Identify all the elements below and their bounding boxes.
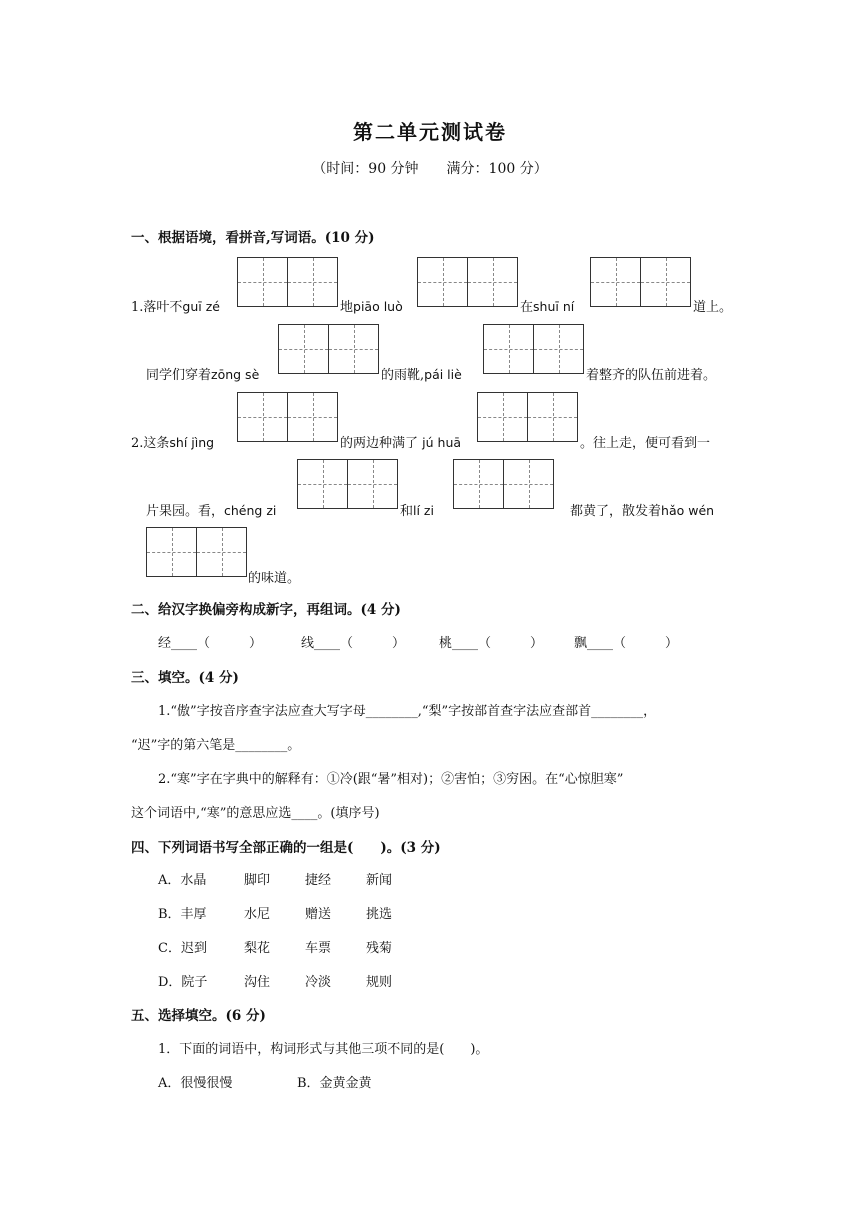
s2-item-3[interactable]: 桃____（ ） bbox=[439, 636, 544, 651]
pinyin-gui-ze: guī zé bbox=[182, 299, 220, 314]
s4-option-c-word-2: 梨花 bbox=[244, 941, 271, 956]
pinyin-cheng-zi: chéng zi bbox=[224, 503, 277, 518]
s3-q1-line2: “迟”字的第六笔是________。 bbox=[131, 738, 301, 753]
s1-line1-mid: 地piāo luò bbox=[340, 299, 403, 315]
s4-option-a-word-2: 脚印 bbox=[244, 873, 271, 888]
section-1-heading: 一、根据语境，看拼音,写词语。(10 分) bbox=[131, 230, 375, 246]
pinyin-hao-wen: hǎo wén bbox=[661, 503, 715, 518]
s2-item-1[interactable]: 经____（ ） bbox=[158, 636, 263, 651]
s1-line2-mid: 的雨靴,pái liè bbox=[381, 367, 462, 383]
pinyin-li-zi: lí zi bbox=[413, 503, 434, 518]
answer-box-3[interactable] bbox=[590, 257, 691, 307]
s4-option-d-word-1: D．院子 bbox=[158, 975, 208, 990]
s1-line2-prefix: 同学们穿着zōng sè bbox=[146, 367, 260, 383]
s4-option-a-word-3: 捷经 bbox=[305, 873, 332, 888]
s3-q1-line1: 1.“傲”字按音序查字法应查大写字母________,“梨”字按部首查字法应查部首________， bbox=[158, 704, 657, 719]
s4-option-a-word-1: A．水晶 bbox=[158, 873, 207, 888]
page-title: 第二单元测试卷 bbox=[353, 120, 507, 144]
s5-q1: 1．下面的词语中，构词形式与其他三项不同的是( )。 bbox=[158, 1042, 489, 1057]
s1-line1-end: 道上。 bbox=[693, 300, 733, 315]
s1-line3-end: 。往上走，便可看到一 bbox=[580, 436, 711, 451]
s4-option-a-word-4: 新闻 bbox=[366, 873, 393, 888]
answer-box-2[interactable] bbox=[417, 257, 518, 307]
page-subtitle: （时间：90 分钟 满分：100 分） bbox=[312, 161, 548, 177]
pinyin-pai-lie: pái liè bbox=[424, 367, 462, 382]
s4-option-c-word-4: 残菊 bbox=[366, 941, 393, 956]
answer-box-8[interactable] bbox=[297, 459, 398, 509]
s2-item-2[interactable]: 线____（ ） bbox=[301, 636, 406, 651]
section-5-heading: 五、选择填空。(6 分) bbox=[131, 1008, 266, 1024]
section-3-heading: 三、填空。(4 分) bbox=[131, 670, 239, 686]
s2-item-4[interactable]: 飘____（ ） bbox=[574, 636, 679, 651]
s1-line5-end: 的味道。 bbox=[248, 571, 301, 586]
answer-box-7[interactable] bbox=[477, 392, 578, 442]
answer-box-5[interactable] bbox=[483, 324, 584, 374]
answer-box-4[interactable] bbox=[278, 324, 379, 374]
s3-q2-line1: 2.“寒”字在字典中的解释有：①冷(跟“暑”相对)；②害怕；③穷困。在“心惊胆寒” bbox=[158, 772, 624, 787]
s1-line3-prefix: 2.这条shí jìng bbox=[131, 435, 215, 451]
pinyin-zong-se: zōng sè bbox=[211, 367, 260, 382]
pinyin-ju-hua: jú huā bbox=[422, 435, 462, 450]
s4-option-b-word-4: 挑选 bbox=[366, 907, 393, 922]
s4-option-d-word-3: 冷淡 bbox=[305, 975, 332, 990]
s3-q2-line2: 这个词语中,“寒”的意思应选____。(填序号) bbox=[131, 806, 380, 821]
s4-option-b-word-2: 水尼 bbox=[244, 907, 271, 922]
s1-line3-mid: 的两边种满了 jú huā bbox=[340, 435, 462, 451]
s4-option-c-word-1: C．迟到 bbox=[158, 941, 207, 956]
answer-box-1[interactable] bbox=[237, 257, 338, 307]
pinyin-shui-ni: shuī ní bbox=[533, 299, 575, 314]
s1-line1-prefix: 1.落叶不guī zé bbox=[131, 299, 220, 315]
answer-box-6[interactable] bbox=[237, 392, 338, 442]
answer-box-9[interactable] bbox=[453, 459, 554, 509]
s1-line4-prefix: 片果园。看，chéng zi bbox=[146, 503, 277, 519]
pinyin-shi-jing: shí jìng bbox=[169, 435, 215, 450]
section-4-heading: 四、下列词语书写全部正确的一组是( )。(3 分) bbox=[131, 840, 441, 856]
pinyin-piao-luo: piāo luò bbox=[353, 299, 403, 314]
s5-option-b: B．金黄金黄 bbox=[297, 1076, 372, 1091]
s4-option-b-word-1: B．丰厚 bbox=[158, 907, 207, 922]
answer-box-10[interactable] bbox=[146, 527, 247, 577]
section-2-heading: 二、给汉字换偏旁构成新字，再组词。(4 分) bbox=[131, 602, 401, 618]
s4-option-d-word-2: 沟住 bbox=[244, 975, 271, 990]
s4-option-d-word-4: 规则 bbox=[366, 975, 393, 990]
s4-option-c-word-3: 车票 bbox=[305, 941, 332, 956]
s5-option-a: A．很慢很慢 bbox=[158, 1076, 233, 1091]
s1-line4-mid2: 都黄了，散发着hǎo wén bbox=[570, 503, 715, 519]
s1-line1-mid2: 在shuī ní bbox=[520, 299, 575, 315]
s1-line4-mid: 和lí zi bbox=[400, 503, 434, 519]
s1-line2-end: 着整齐的队伍前进着。 bbox=[586, 368, 717, 383]
s4-option-b-word-3: 赠送 bbox=[305, 907, 332, 922]
